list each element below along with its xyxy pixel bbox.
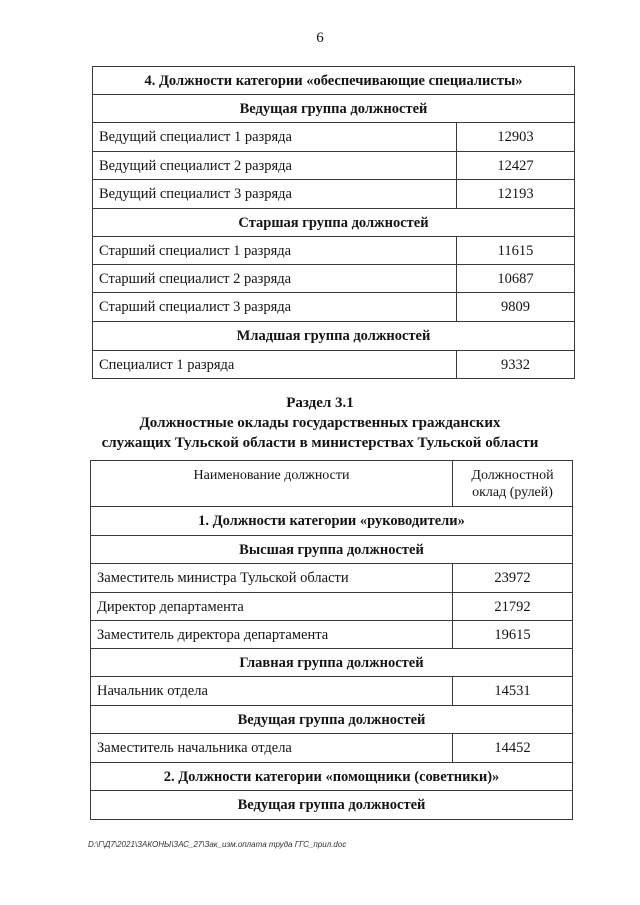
file-path-footer: D:\Г\Д7\2021\ЗАКОНЫ\ЗАС_27\Зак_изм.оплата труда ГГС_прил.doc (88, 840, 347, 849)
position-cell: Специалист 1 разряда (93, 351, 457, 379)
table-row (91, 677, 573, 706)
position-cell: Директор департамента (91, 593, 453, 621)
salary-table (90, 460, 573, 820)
position-cell: Начальник отдела (91, 677, 453, 706)
salary-cell: 14452 (453, 734, 573, 763)
column-header-salary (453, 461, 573, 507)
salary-cell: 11615 (457, 237, 575, 265)
salary-cell: 9809 (457, 293, 575, 322)
position-cell: Старший специалист 2 разряда (93, 265, 457, 293)
table-row (93, 293, 575, 322)
column-header-salary-line2: оклад (рулей) (472, 484, 553, 500)
salary-cell: 14531 (453, 677, 573, 706)
position-cell: Заместитель начальника отдела (91, 734, 453, 763)
category-title: 1. Должности категории «руководители» (91, 507, 573, 536)
table-row (91, 593, 573, 621)
group-title: Высшая группа должностей (91, 536, 573, 564)
table-row (93, 180, 575, 209)
salary-cell: 12193 (457, 180, 575, 209)
group-title: Ведущая группа должностей (91, 791, 573, 820)
salary-cell: 9332 (457, 351, 575, 379)
group-title: Ведущая группа должностей (93, 95, 575, 123)
position-cell: Старший специалист 1 разряда (93, 237, 457, 265)
salary-cell: 23972 (453, 564, 573, 593)
group-title: Ведущая группа должностей (91, 706, 573, 734)
section-title-line1: Должностные оклады государственных гражданских (139, 415, 501, 431)
salary-cell: 21792 (453, 593, 573, 621)
position-cell: Ведущий специалист 1 разряда (93, 123, 457, 152)
group-title: Старшая группа должностей (93, 209, 575, 237)
section-number: Раздел 3.1 (286, 395, 354, 411)
table-row (93, 265, 575, 293)
position-cell: Заместитель директора департамента (91, 621, 453, 649)
group-title: Младшая группа должностей (93, 322, 575, 351)
category-title: 4. Должности категории «обеспечивающие специалисты» (93, 67, 575, 95)
section-title-line2: служащих Тульской области в министерствах Тульской области (101, 435, 539, 451)
table-row (93, 152, 575, 180)
category-title: 2. Должности категории «помощники (советники)» (91, 763, 573, 791)
salary-cell: 12903 (457, 123, 575, 152)
column-header-position: Наименование должности (91, 461, 453, 507)
salary-table-continued (92, 66, 575, 379)
salary-cell: 12427 (457, 152, 575, 180)
table-row (93, 123, 575, 152)
column-header-salary-line1: Должностной (471, 467, 554, 483)
table-row (91, 734, 573, 763)
page-number: 6 (316, 30, 324, 46)
position-cell: Ведущий специалист 3 разряда (93, 180, 457, 209)
table-row (91, 621, 573, 649)
salary-cell: 10687 (457, 265, 575, 293)
table-header-row (91, 461, 573, 507)
position-cell: Старший специалист 3 разряда (93, 293, 457, 322)
table-row (93, 237, 575, 265)
section-heading (0, 393, 640, 453)
table-row (91, 564, 573, 593)
table-row (93, 351, 575, 379)
position-cell: Ведущий специалист 2 разряда (93, 152, 457, 180)
position-cell: Заместитель министра Тульской области (91, 564, 453, 593)
salary-cell: 19615 (453, 621, 573, 649)
group-title: Главная группа должностей (91, 649, 573, 677)
